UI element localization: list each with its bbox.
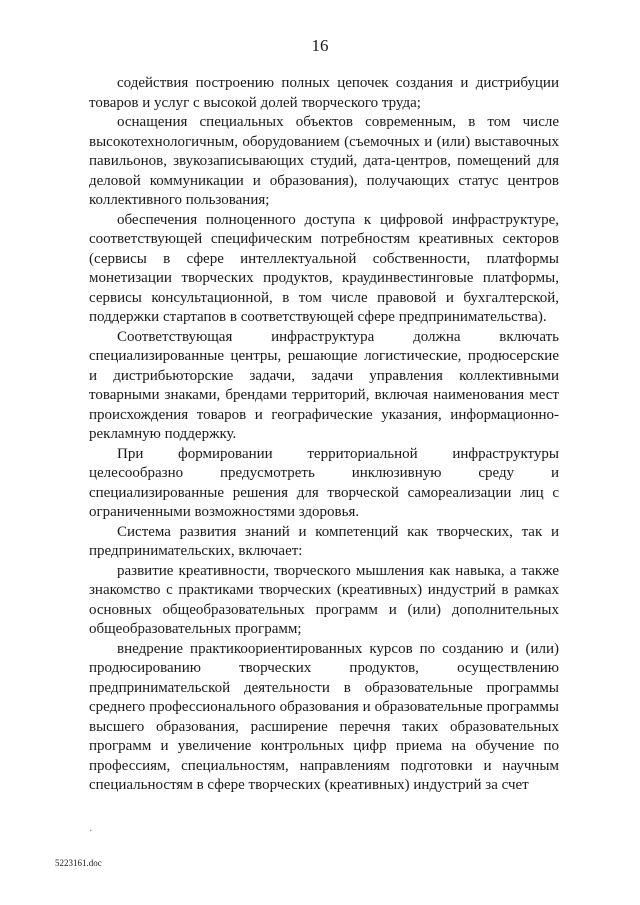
paragraph-2: оснащения специальных объектов современным, в том числе высокотехнологичным, оборудованием (съемочных и (или) выставочных павильонов, звукозаписывающих студий, дата-центров, помещений для деловой коммуникации и образования), получающих статус центров коллективного пользования; [89,114,559,208]
paragraph-3: обеспечения полноценного доступа к цифровой инфраструктуре, соответствующей специфическим потребностям креативных секторов (сервисы в сфере интеллектуальной собственности, платформы монетизации творческих продуктов, краудинвестинговые платформы, сервисы консультационной, в том числе правовой и бухгалтерской, поддержки стартапов в соответствующей сфере предпринимательства). [89,211,559,325]
document-code: 5223161.doc [55,858,102,868]
paragraph-1: содействия построению полных цепочек создания и дистрибуции товаров и услуг с высокой долей творческого труда; [89,75,559,111]
document-body [89,74,559,796]
page-number: 16 [311,36,329,55]
paragraph-4: Соответствующая инфраструктура должна включать специализированные центры, решающие логистические, продюсерские и дистрибьюторские задачи, задачи управления коллективными товарными знаками, брендами территорий, включая наименования мест происхождения товаров и географические указания, информационно-рекламную поддержку. [89,328,559,442]
paragraph-7: развитие креативности, творческого мышления как навыка, а также знакомство с практиками творческих (креативных) индустрий в рамках основных общеобразовательных программ и (или) дополнительных общеобразовательных программ; [89,562,559,637]
paragraph-8: внедрение практикоориентированных курсов по созданию и (или) продюсированию творческих продуктов, осуществлению предпринимательской деятельности в образовательные программы среднего профессионального образования и образовательные программы высшего образования, расширение перечня таких образовательных программ и увеличение контрольных цифр приема на обучение по профессиям, специальностям, направлениям подготовки и научным специальностям в сфере творческих (креативных) индустрий за счет [89,640,559,793]
paragraph-6: Система развития знаний и компетенций как творческих, так и предпринимательских, включает: [89,523,559,559]
footer-mark: · [89,826,93,837]
paragraph-5: При формировании территориальной инфраструктуры целесообразно предусмотреть инклюзивную среду и специализированные решения для творческой самореализации лиц с ограниченными возможностями здоровья. [89,445,559,520]
